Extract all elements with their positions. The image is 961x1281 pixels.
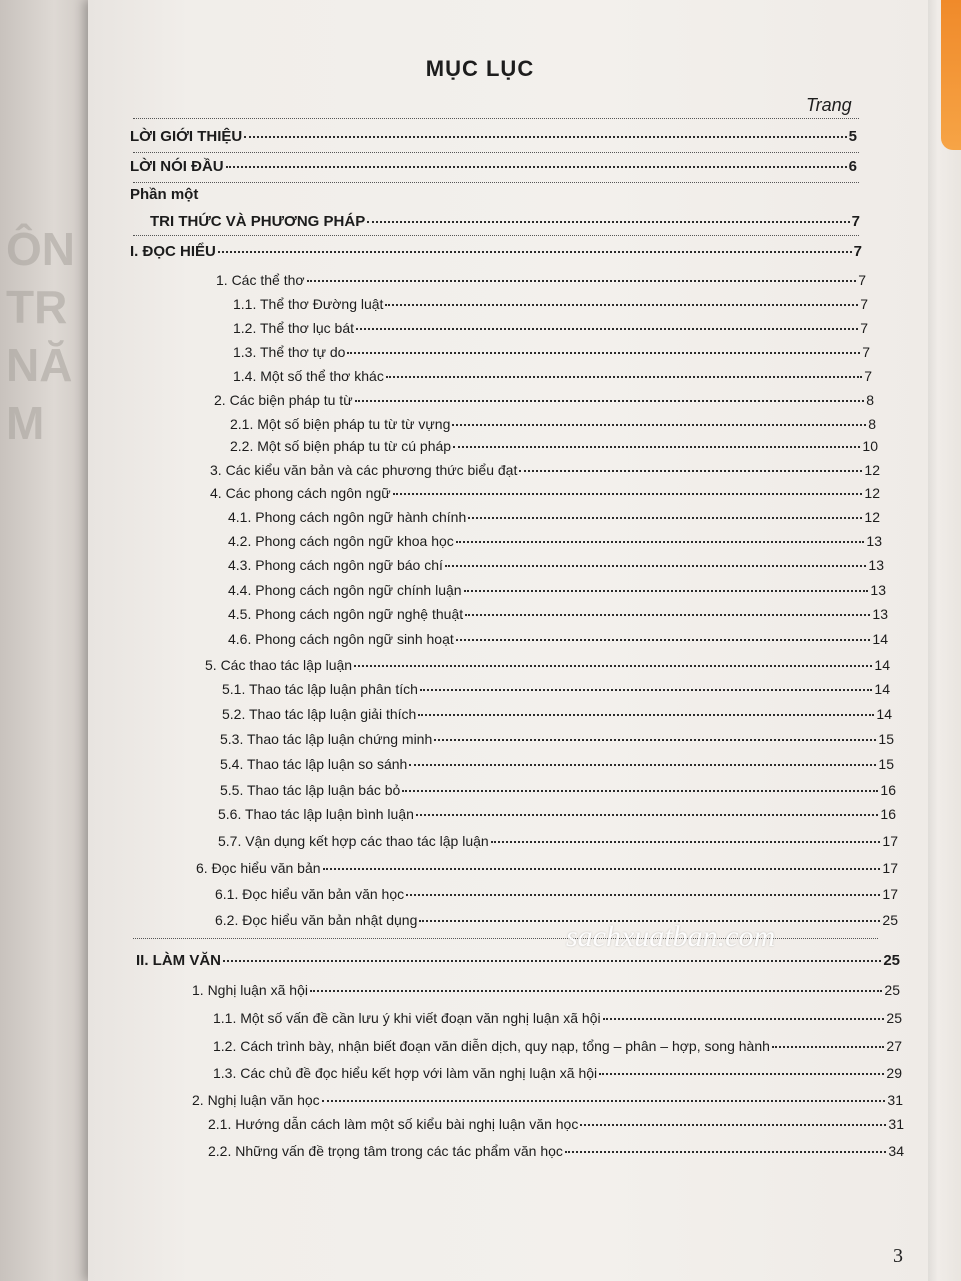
toc-entry-page: 8 (866, 392, 874, 408)
toc-entry-page: 14 (876, 706, 892, 722)
toc-entry (228, 509, 880, 525)
toc-entry-page: 7 (851, 213, 860, 230)
toc-entry (208, 1143, 904, 1159)
toc-leader-dots (565, 1150, 887, 1153)
toc-entry-label: 5.6. Thao tác lập luận bình luận (218, 806, 414, 822)
toc-entry (196, 860, 898, 876)
toc-entry (192, 982, 900, 998)
toc-entry-label: 1.2. Cách trình bày, nhận biết đoạn văn diễn dịch, quy nạp, tổng – phân – hợp, song hành (213, 1038, 770, 1054)
toc-entry-label: 2. Nghị luận văn học (192, 1092, 320, 1108)
toc-entry (136, 952, 900, 969)
toc-entry-label: 1.1. Một số vấn đề cần lưu ý khi viết đoạn văn nghị luận xã hội (213, 1010, 601, 1026)
section-rule-1 (133, 235, 859, 236)
toc-entry (130, 128, 857, 145)
toc-leader-dots (402, 789, 878, 792)
toc-entry-label: 6.1. Đọc hiểu văn bản văn học (215, 886, 405, 902)
toc-leader-dots (244, 135, 846, 138)
toc-entry-label: 4.4. Phong cách ngôn ngữ chính luận (228, 582, 462, 598)
toc-entry-label: 1. Các thể thơ (216, 272, 305, 288)
toc-entry (210, 485, 880, 501)
toc-leader-dots (418, 713, 874, 716)
page-number: 3 (893, 1245, 903, 1267)
toc-entry (222, 681, 890, 697)
watermark: sachxuatban.com (566, 920, 776, 953)
toc-entry (228, 606, 888, 622)
toc-entry-page: 14 (874, 681, 890, 697)
toc-leader-dots (367, 220, 849, 223)
toc-entry-page: 7 (858, 272, 866, 288)
toc-entry-label: 2.2. Những vấn đề trọng tâm trong các tác phẩm văn học (208, 1143, 563, 1159)
toc-leader-dots (218, 250, 852, 253)
toc-entry-label: 5. Các thao tác lập luận (205, 657, 353, 673)
toc-entry (228, 533, 882, 549)
toc-entry-label: 1.4. Một số thể thơ khác (233, 368, 384, 384)
toc-entry (192, 1092, 903, 1108)
toc-entry (205, 657, 890, 673)
toc-entry-page: 6 (848, 158, 857, 175)
toc-entry-label: 2.1. Hướng dẫn cách làm một số kiểu bài nghị luận văn học (208, 1116, 579, 1132)
toc-entry (208, 1116, 904, 1132)
toc-entry (218, 833, 898, 849)
toc-leader-dots (386, 375, 862, 378)
toc-entry-page: 14 (872, 631, 888, 647)
part-one-heading: Phần một (130, 186, 199, 203)
toc-entry (215, 912, 898, 928)
toc-entry (213, 1038, 902, 1054)
toc-leader-dots (406, 893, 880, 896)
toc-entry (130, 243, 862, 260)
toc-entry (230, 438, 878, 454)
toc-entry-page: 15 (878, 731, 894, 747)
toc-leader-dots (464, 589, 869, 592)
toc-entry-page: 12 (864, 462, 880, 478)
toc-leader-dots (307, 279, 857, 282)
toc-entry-page: 15 (878, 756, 894, 772)
toc-entry-label: 4. Các phong cách ngôn ngữ (210, 485, 391, 501)
toc-entry (228, 582, 886, 598)
toc-leader-dots (354, 664, 872, 667)
toc-entry (220, 731, 894, 747)
toc-entry-page: 17 (882, 833, 898, 849)
left-page (0, 0, 90, 1281)
toc-leader-dots (347, 351, 860, 354)
toc-leader-dots (456, 540, 865, 543)
toc-entry-page: 13 (866, 533, 882, 549)
toc-entry-page: 7 (862, 344, 870, 360)
toc-leader-dots (409, 763, 876, 766)
page-title: MỤC LỤC (425, 56, 535, 81)
toc-leader-dots (519, 469, 862, 472)
toc-entry (233, 320, 868, 336)
toc-entry-label: 5.5. Thao tác lập luận bác bỏ (220, 782, 401, 798)
toc-entry (228, 557, 884, 573)
toc-entry-label: 6.2. Đọc hiểu văn bản nhật dụng (215, 912, 418, 928)
toc-leader-dots (356, 327, 858, 330)
toc-entry (222, 706, 892, 722)
header-rule-3 (133, 182, 859, 183)
toc-entry-label: 4.1. Phong cách ngôn ngữ hành chính (228, 509, 467, 525)
toc-leader-dots (445, 564, 867, 567)
toc-entry-page: 7 (864, 368, 872, 384)
toc-leader-dots (603, 1017, 885, 1020)
toc-entry-page: 17 (882, 886, 898, 902)
toc-entry-page: 7 (853, 243, 862, 260)
toc-leader-dots (772, 1045, 885, 1048)
toc-entry-label: 2.2. Một số biện pháp tu từ cú pháp (230, 438, 452, 454)
toc-entry-page: 12 (864, 485, 880, 501)
toc-entry (220, 782, 896, 798)
toc-leader-dots (599, 1072, 884, 1075)
toc-entry (150, 213, 860, 230)
toc-entry-label: 1.1. Thể thơ Đường luật (233, 296, 384, 312)
toc-entry-page: 5 (848, 128, 857, 145)
toc-entry (213, 1010, 902, 1026)
toc-entry-label: 6. Đọc hiểu văn bản (196, 860, 321, 876)
toc-entry-page: 12 (864, 509, 880, 525)
toc-entry (130, 158, 857, 175)
toc-entry-label: LỜI NÓI ĐẦU (130, 158, 224, 175)
toc-entry-page: 17 (882, 860, 898, 876)
toc-leader-dots (456, 638, 871, 641)
toc-entry-page: 31 (888, 1116, 904, 1132)
toc-entry-page: 7 (860, 296, 868, 312)
toc-leader-dots (465, 613, 870, 616)
toc-entry-page: 13 (870, 582, 886, 598)
toc-entry (228, 631, 888, 647)
toc-entry-page: 16 (880, 782, 896, 798)
toc-leader-dots (322, 1099, 886, 1102)
toc-entry (215, 886, 898, 902)
toc-entry-label: 4.2. Phong cách ngôn ngữ khoa học (228, 533, 454, 549)
toc-entry (214, 392, 874, 408)
toc-entry-label: 1.3. Thể thơ tự do (233, 344, 346, 360)
header-rule-1 (133, 118, 859, 119)
toc-entry-label: 1. Nghị luận xã hội (192, 982, 308, 998)
toc-leader-dots (468, 516, 862, 519)
toc-entry (213, 1065, 902, 1081)
toc-entry (210, 462, 880, 478)
toc-entry-label: 1.2. Thể thơ lục bát (233, 320, 354, 336)
right-page-edge (928, 0, 961, 1281)
toc-entry (233, 368, 872, 384)
toc-leader-dots (416, 813, 879, 816)
toc-leader-dots (580, 1123, 886, 1126)
toc-entry-page: 14 (874, 657, 890, 673)
toc-entry (230, 416, 876, 432)
toc-entry-label: 1.3. Các chủ đề đọc hiểu kết hợp với làm văn nghị luận xã hội (213, 1065, 598, 1081)
toc-leader-dots (453, 445, 860, 448)
toc-entry-page: 13 (868, 557, 884, 573)
toc-entry-label: 2. Các biện pháp tu từ (214, 392, 353, 408)
toc-leader-dots (355, 399, 865, 402)
toc-entry-label: LỜI GIỚI THIỆU (130, 128, 243, 145)
toc-entry (220, 756, 894, 772)
toc-entry-label: 4.6. Phong cách ngôn ngữ sinh hoạt (228, 631, 454, 647)
toc-entry (233, 296, 868, 312)
toc-entry (218, 806, 896, 822)
toc-entry-label: 2.1. Một số biện pháp tu từ từ vựng (230, 416, 451, 432)
toc-entry-page: 25 (883, 952, 900, 969)
toc-entry-page: 25 (882, 912, 898, 928)
toc-entry-page: 34 (888, 1143, 904, 1159)
page-column-label: Trang (806, 95, 852, 115)
toc-entry-label: 3. Các kiểu văn bản và các phương thức biểu đạt (210, 462, 518, 478)
toc-entry-page: 31 (887, 1092, 903, 1108)
toc-leader-dots (385, 303, 858, 306)
toc-entry-page: 7 (860, 320, 868, 336)
toc-entry-page: 13 (872, 606, 888, 622)
left-page-bleed: ÔN TR NĂ M (6, 223, 75, 449)
toc-entry-label: 5.4. Thao tác lập luận so sánh (220, 756, 408, 772)
toc-entry-page: 27 (886, 1038, 902, 1054)
toc-entry-label: 4.3. Phong cách ngôn ngữ báo chí (228, 557, 443, 573)
toc-leader-dots (323, 867, 881, 870)
toc-entry-label: 5.3. Thao tác lập luận chứng minh (220, 731, 433, 747)
toc-entry-page: 25 (884, 982, 900, 998)
toc-leader-dots (310, 989, 882, 992)
toc-leader-dots (491, 840, 881, 843)
toc-leader-dots (226, 165, 847, 168)
toc-leader-dots (452, 423, 866, 426)
toc-entry-label: 5.1. Thao tác lập luận phân tích (222, 681, 418, 697)
header-rule-2 (133, 152, 859, 153)
toc-leader-dots (434, 738, 876, 741)
toc-entry-page: 29 (886, 1065, 902, 1081)
toc-entry-page: 10 (862, 438, 878, 454)
toc-leader-dots (223, 959, 881, 962)
toc-entry-page: 16 (880, 806, 896, 822)
toc-entry-label: 5.7. Vận dụng kết hợp các thao tác lập luận (218, 833, 489, 849)
toc-entry-label: II. LÀM VĂN (136, 952, 221, 969)
toc-entry-label: I. ĐỌC HIỂU (130, 243, 216, 260)
toc-entry (233, 344, 870, 360)
toc-entry (216, 272, 866, 288)
toc-entry-label: 4.5. Phong cách ngôn ngữ nghệ thuật (228, 606, 464, 622)
toc-entry-page: 25 (886, 1010, 902, 1026)
toc-entry-page: 8 (868, 416, 876, 432)
toc-entry-label: 5.2. Thao tác lập luận giải thích (222, 706, 417, 722)
toc-leader-dots (393, 492, 863, 495)
toc-entry-label: TRI THỨC VÀ PHƯƠNG PHÁP (150, 213, 366, 230)
toc-leader-dots (420, 688, 873, 691)
